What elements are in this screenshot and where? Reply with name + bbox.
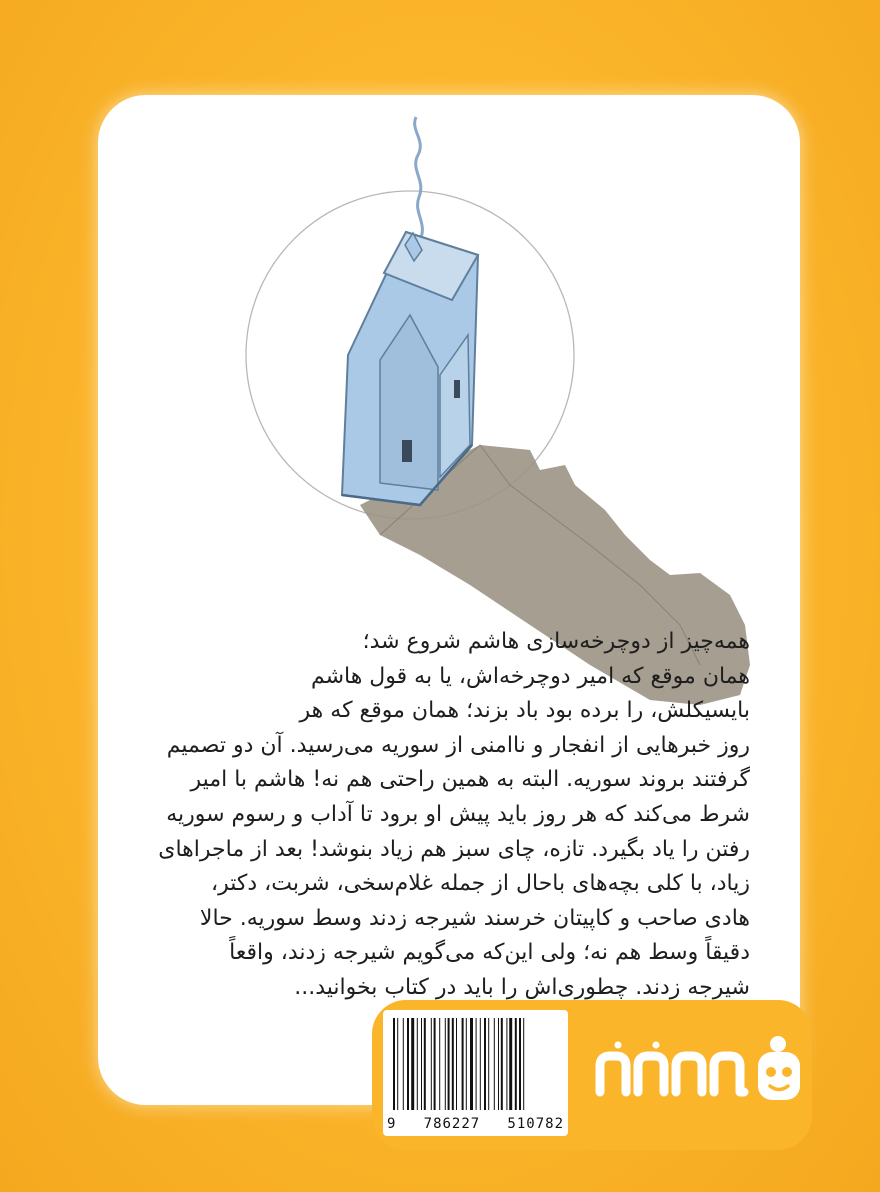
barcode-bar (519, 1018, 521, 1110)
barcode-bar (501, 1018, 503, 1110)
barcode-bar (476, 1018, 477, 1110)
blurb-line: هادی صاحب و کاپیتان خرسند شیرجه زدند وسط سوریه. حالا (199, 905, 750, 931)
barcode-bar (523, 1018, 524, 1110)
blurb-line: دقیقاً وسط هم نه؛ ولی این‌که می‌گویم شیرجه زدند، واقعاً (229, 940, 750, 966)
barcode-bar (424, 1018, 426, 1110)
barcode-bar (439, 1018, 440, 1110)
barcode-bar (494, 1018, 495, 1110)
barcode-bar (411, 1018, 414, 1110)
isbn-group-1: 786227 (423, 1116, 481, 1132)
barcode-bar (452, 1018, 454, 1110)
barcode-bar (470, 1018, 473, 1110)
barcode-bar (417, 1018, 418, 1110)
mascot-icon (758, 1036, 800, 1100)
blurb-line: گرفتند بروند سوریه. البته به همین راحتی هم نه! هاشم با امیر (190, 767, 750, 793)
barcode-bar (488, 1018, 489, 1110)
isbn-number (387, 1116, 564, 1132)
barcode-bar (393, 1018, 395, 1110)
barcode-bar (448, 1018, 450, 1110)
blurb-line: همه‌چیز از دوچرخه‌سازی هاشم شروع شد؛ (362, 629, 750, 654)
publisher-logo (590, 1030, 805, 1110)
barcode-bar (407, 1018, 409, 1110)
isbn-prefix: 9 (387, 1116, 397, 1132)
blurb-text (146, 625, 750, 1006)
barcode-bar (397, 1018, 398, 1110)
barcode-bar (431, 1018, 432, 1110)
house-illustration (230, 105, 760, 705)
barcode-bar (445, 1018, 446, 1110)
barcode-bars (393, 1018, 558, 1110)
blurb-line: روز خبرهایی از انفجار و ناامنی از سوریه می‌رسید. آن دو تصمیم (166, 732, 750, 758)
blurb-line: زیاد، با کلی بچه‌های باحال از جمله غلام‌سخی، شربت، دکتر، (211, 871, 750, 897)
barcode-bar (509, 1018, 512, 1110)
blurb-line: همان موقع که امیر دوچرخه‌اش، یا به قول هاشم (310, 663, 750, 689)
barcode-bar (484, 1018, 486, 1110)
barcode-bar (462, 1018, 464, 1110)
publisher-wordmark (600, 1042, 744, 1093)
blurb-line: شرط می‌کند که هر روز باید پیش او برود تا آداب و رسوم سوریه (166, 801, 750, 827)
barcode-bar (421, 1018, 422, 1110)
isbn-group-2: 510782 (507, 1116, 564, 1132)
barcode-bar (506, 1018, 507, 1110)
barcode-bar (434, 1018, 436, 1110)
barcode-bar (498, 1018, 499, 1110)
barcode-bar (456, 1018, 457, 1110)
isbn-barcode (383, 1010, 568, 1136)
chimney-smoke (415, 117, 423, 240)
barcode-bar (466, 1018, 467, 1110)
publisher-logo-text: قلقلک (590, 1030, 593, 1031)
barcode-bar (480, 1018, 481, 1110)
barcode-bar (403, 1018, 404, 1110)
blurb-line: بایسیکلش، را برده بود باد بزند؛ همان موقع که هر (299, 698, 750, 724)
blurb-line: شیرجه زدند. چطوری‌اش را باید در کتاب بخوانید... (294, 974, 750, 1000)
blurb-line: رفتن را یاد بگیرد. تازه، چای سبز هم زیاد بنوشد! بعد از ماجراهای (158, 836, 750, 862)
barcode-bar (515, 1018, 517, 1110)
